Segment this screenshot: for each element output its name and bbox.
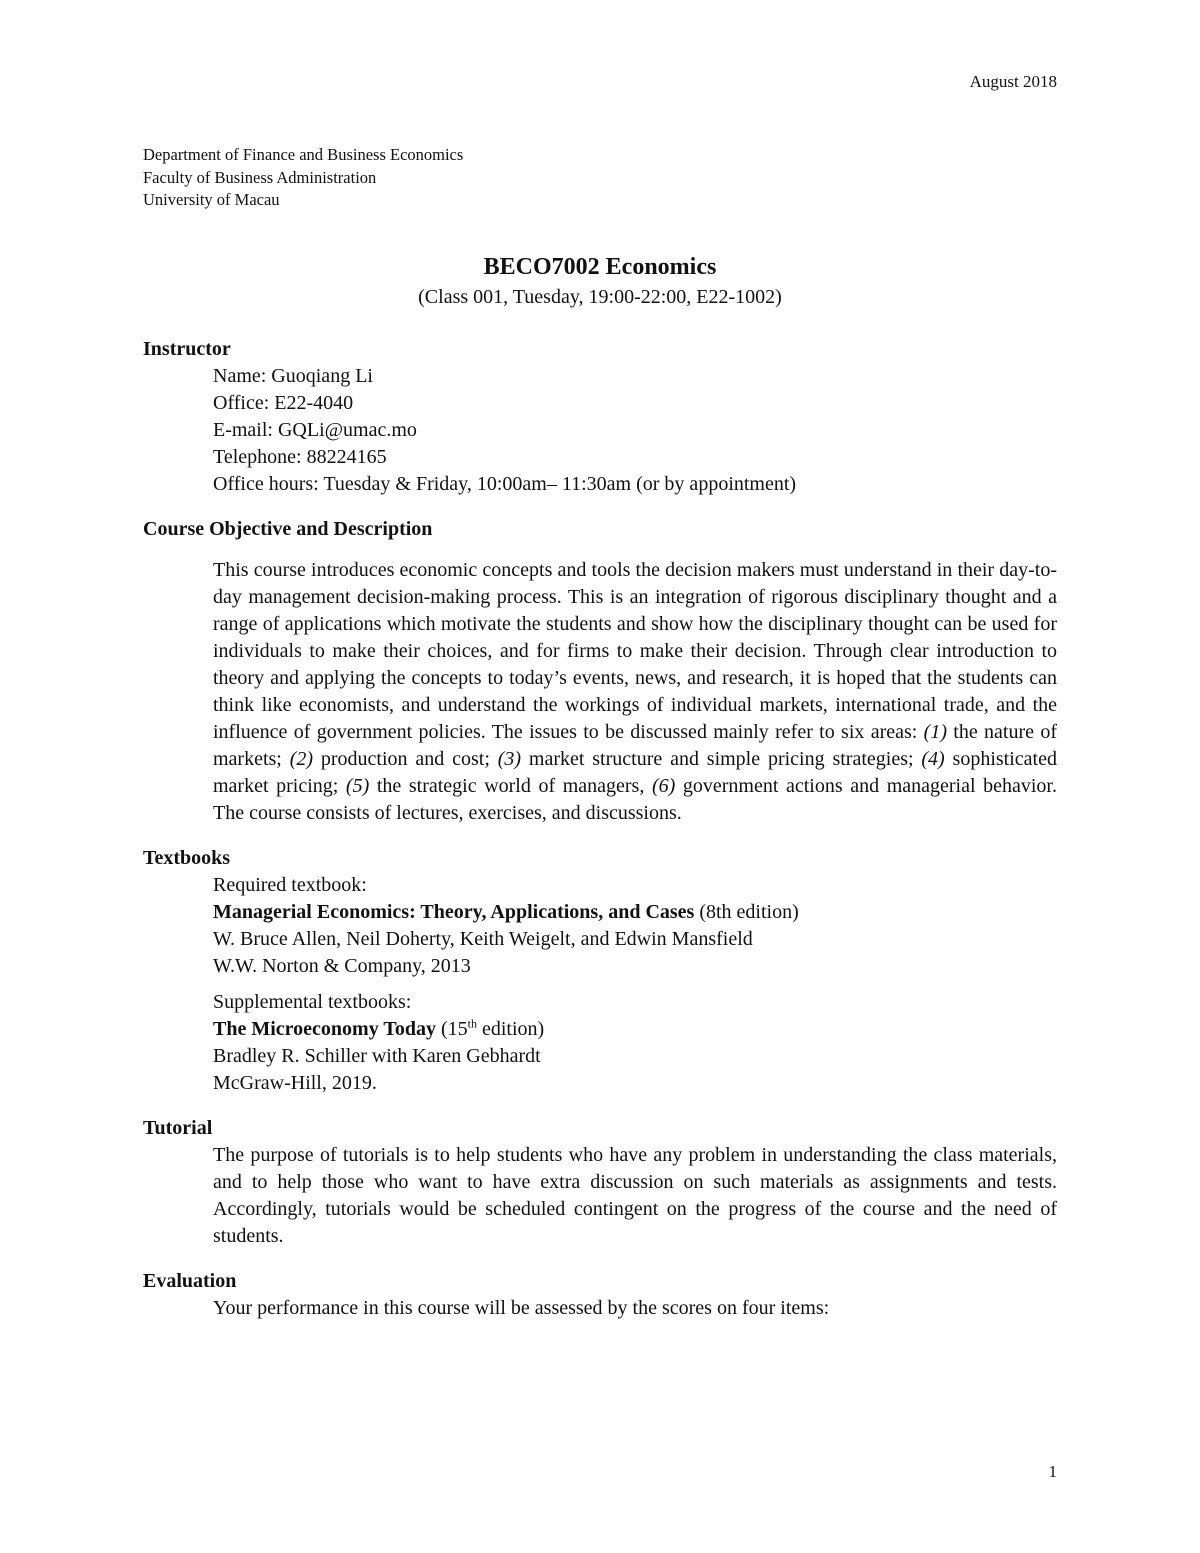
faculty-name: Faculty of Business Administration <box>143 167 377 187</box>
course-title-block <box>0 252 1200 311</box>
area-number-6: (6) <box>651 775 676 797</box>
area-number-2: (2) <box>289 748 314 770</box>
objective-text: This course introduces economic concepts and tools the decision makers must understand in their day-to-day management decision-making process. This is an integration of rigorous disciplinary thought and a range of applications which motivate the students and show how the disciplinary thought can be used for individuals to make their choices, and for firms to make their decision. Through clear introduction to theory and applying the concepts to today’s events, news, and research, it is hoped that the students can think like economists, and understand the workings of individual markets, international trade, and the influence of government policies. The issues to be discussed mainly refer to six areas: <box>213 559 1057 743</box>
tutorial-paragraph: The purpose of tutorials is to help students who have any problem in understanding the class materials, and to help those who want to have extra discussion on such materials as assignments and tests. Accordingly, tutorials would be scheduled contingent on the progress of the course and the need of students. <box>213 1144 1057 1247</box>
syllabus-content <box>143 336 1057 1322</box>
supplemental-textbook-title-line <box>213 1016 1057 1043</box>
supplemental-textbook-title: The Microeconomy Today <box>213 1018 436 1040</box>
instructor-telephone: Telephone: 88224165 <box>213 446 387 468</box>
instructor-name: Name: Guoqiang Li <box>213 365 373 387</box>
required-textbook-publisher: W.W. Norton & Company, 2013 <box>213 955 471 977</box>
instructor-details <box>213 363 1057 498</box>
department-name: Department of Finance and Business Economics <box>143 145 464 164</box>
evaluation-paragraph: Your performance in this course will be assessed by the scores on four items: <box>213 1297 830 1319</box>
department-block <box>143 144 463 212</box>
required-textbook-authors: W. Bruce Allen, Neil Doherty, Keith Weigelt, and Edwin Mansfield <box>213 928 753 950</box>
supplemental-textbook-label: Supplemental textbooks: <box>213 991 412 1013</box>
document-date: August 2018 <box>969 72 1057 91</box>
area-number-3: (3) <box>497 748 522 770</box>
supplemental-edition-close: edition) <box>476 1018 545 1040</box>
supplemental-textbook-authors: Bradley R. Schiller with Karen Gebhardt <box>213 1045 541 1067</box>
objective-heading: Course Objective and Description <box>143 518 433 540</box>
instructor-office-hours: Office hours: Tuesday & Friday, 10:00am– 11:30am (or by appointment) <box>213 473 797 495</box>
area-text-1: the nature of markets; <box>213 721 1057 770</box>
required-textbook-edition: (8th edition) <box>694 901 799 923</box>
area-text-2: production and cost; <box>313 748 498 770</box>
university-name: University of Macau <box>143 190 280 209</box>
area-text-3: market structure and simple pricing strategies; <box>521 748 922 770</box>
instructor-office: Office: E22-4040 <box>213 392 354 414</box>
supplemental-edition-open: (15 <box>435 1018 468 1040</box>
textbooks-list <box>213 872 1057 1097</box>
area-text-6: government actions and managerial behavior. The course consists of lectures, exercises, and discussions. <box>213 775 1057 824</box>
tutorial-heading: Tutorial <box>143 1117 213 1139</box>
objective-paragraph <box>213 557 1057 827</box>
supplemental-textbook-publisher: McGraw-Hill, 2019. <box>213 1072 377 1094</box>
textbooks-heading: Textbooks <box>143 847 231 869</box>
area-number-4: (4) <box>921 748 945 770</box>
evaluation-heading: Evaluation <box>143 1270 237 1292</box>
page-number: 1 <box>1048 1462 1057 1481</box>
area-number-1: (1) <box>923 721 947 743</box>
required-textbook-label: Required textbook: <box>213 874 367 896</box>
required-textbook-title: Managerial Economics: Theory, Applications, and Cases <box>213 901 695 923</box>
course-title: BECO7002 Economics <box>483 254 717 280</box>
required-textbook-title-line <box>213 899 1057 926</box>
area-number-5: (5) <box>345 775 370 797</box>
area-text-5: the strategic world of managers, <box>369 775 652 797</box>
area-text-4: sophisticated market pricing; <box>213 748 1057 797</box>
instructor-email: E-mail: GQLi@umac.mo <box>213 419 417 441</box>
supplemental-edition-ordinal: th <box>467 1016 477 1031</box>
course-subtitle: (Class 001, Tuesday, 19:00-22:00, E22-1002) <box>418 286 782 308</box>
instructor-heading: Instructor <box>143 338 231 360</box>
